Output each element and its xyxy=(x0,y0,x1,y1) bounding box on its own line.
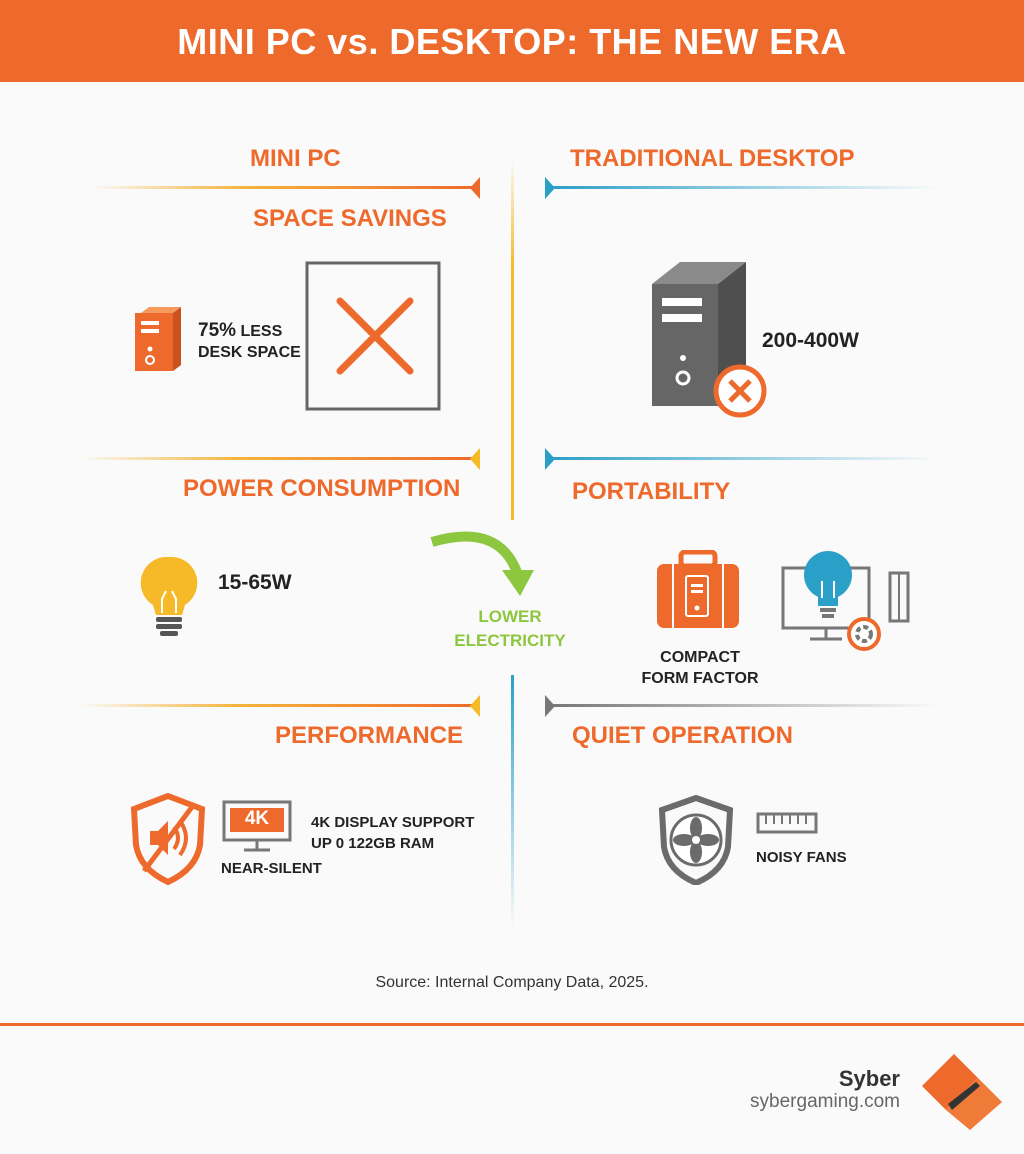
ram-module-icon xyxy=(756,812,818,836)
space-stat-line2: DESK SPACE xyxy=(198,344,301,361)
footer-divider xyxy=(0,1023,1024,1026)
section-title-power: POWER CONSUMPTION xyxy=(183,475,461,502)
vertical-divider xyxy=(511,160,514,520)
arrow-marker-icon xyxy=(470,448,480,470)
curved-arrow-icon xyxy=(430,530,535,600)
source-note: Source: Internal Company Data, 2025. xyxy=(375,974,649,991)
space-stat xyxy=(198,320,301,363)
arrow-marker-icon xyxy=(470,695,480,717)
column-header-desktop: TRADITIONAL DESKTOP xyxy=(570,145,855,172)
space-stat-bold: 75% xyxy=(198,320,237,341)
section-title-quiet-operation: QUIET OPERATION xyxy=(572,722,793,749)
divider-line xyxy=(80,457,475,460)
near-silent-label: NEAR-SILENT xyxy=(221,860,322,877)
page-title: MINI PC vs. DESKTOP: THE NEW ERA xyxy=(0,0,1024,82)
portability-label-2: FORM FACTOR xyxy=(641,670,759,687)
space-stat-rest: LESS xyxy=(236,323,283,340)
compact-form-factor-label xyxy=(640,647,760,689)
arrow-marker-icon xyxy=(545,448,555,470)
syber-logo-icon xyxy=(920,1052,1004,1132)
arrow-marker-icon xyxy=(470,177,480,199)
performance-details xyxy=(311,812,474,854)
4k-badge: 4K xyxy=(244,808,270,829)
vertical-divider xyxy=(511,675,514,930)
mini-pc-tower-icon xyxy=(133,307,183,371)
footer-url[interactable]: sybergaming.com xyxy=(750,1091,900,1112)
section-title-portability: PORTABILITY xyxy=(572,478,731,505)
arrow-label-1: LOWER xyxy=(478,607,542,626)
lower-electricity-label xyxy=(445,605,575,653)
desktop-power-value: 200-400W xyxy=(762,329,859,352)
divider-line xyxy=(548,457,938,460)
lightbulb-icon xyxy=(140,555,198,640)
divider-line xyxy=(548,704,938,707)
portability-label-1: COMPACT xyxy=(660,649,740,666)
muted-speaker-shield-icon xyxy=(130,793,206,885)
arrow-label-2: ELECTRICITY xyxy=(454,631,566,650)
arrow-marker-icon xyxy=(545,177,555,199)
divider-line xyxy=(548,186,938,189)
footer-brand: Syber xyxy=(838,1066,900,1091)
noisy-fans-label: NOISY FANS xyxy=(756,849,847,866)
arrow-marker-icon xyxy=(545,695,555,717)
performance-line-1: 4K DISPLAY SUPPORT xyxy=(311,814,475,831)
fan-shield-icon xyxy=(658,795,734,885)
divider-line xyxy=(90,186,475,189)
mini-pc-power-value: 15-65W xyxy=(218,571,292,594)
desktop-tower-error-icon xyxy=(650,258,770,420)
section-title-performance: PERFORMANCE xyxy=(275,722,464,749)
divider-line xyxy=(80,704,475,707)
column-header-mini-pc: MINI PC xyxy=(250,145,341,172)
suitcase-icon xyxy=(655,550,741,630)
monitor-bulb-fan-icon xyxy=(780,548,925,654)
section-title-space-savings: SPACE SAVINGS xyxy=(253,205,447,232)
cross-box-icon xyxy=(305,261,441,411)
performance-line-2: UP 0 122GB RAM xyxy=(311,835,435,852)
